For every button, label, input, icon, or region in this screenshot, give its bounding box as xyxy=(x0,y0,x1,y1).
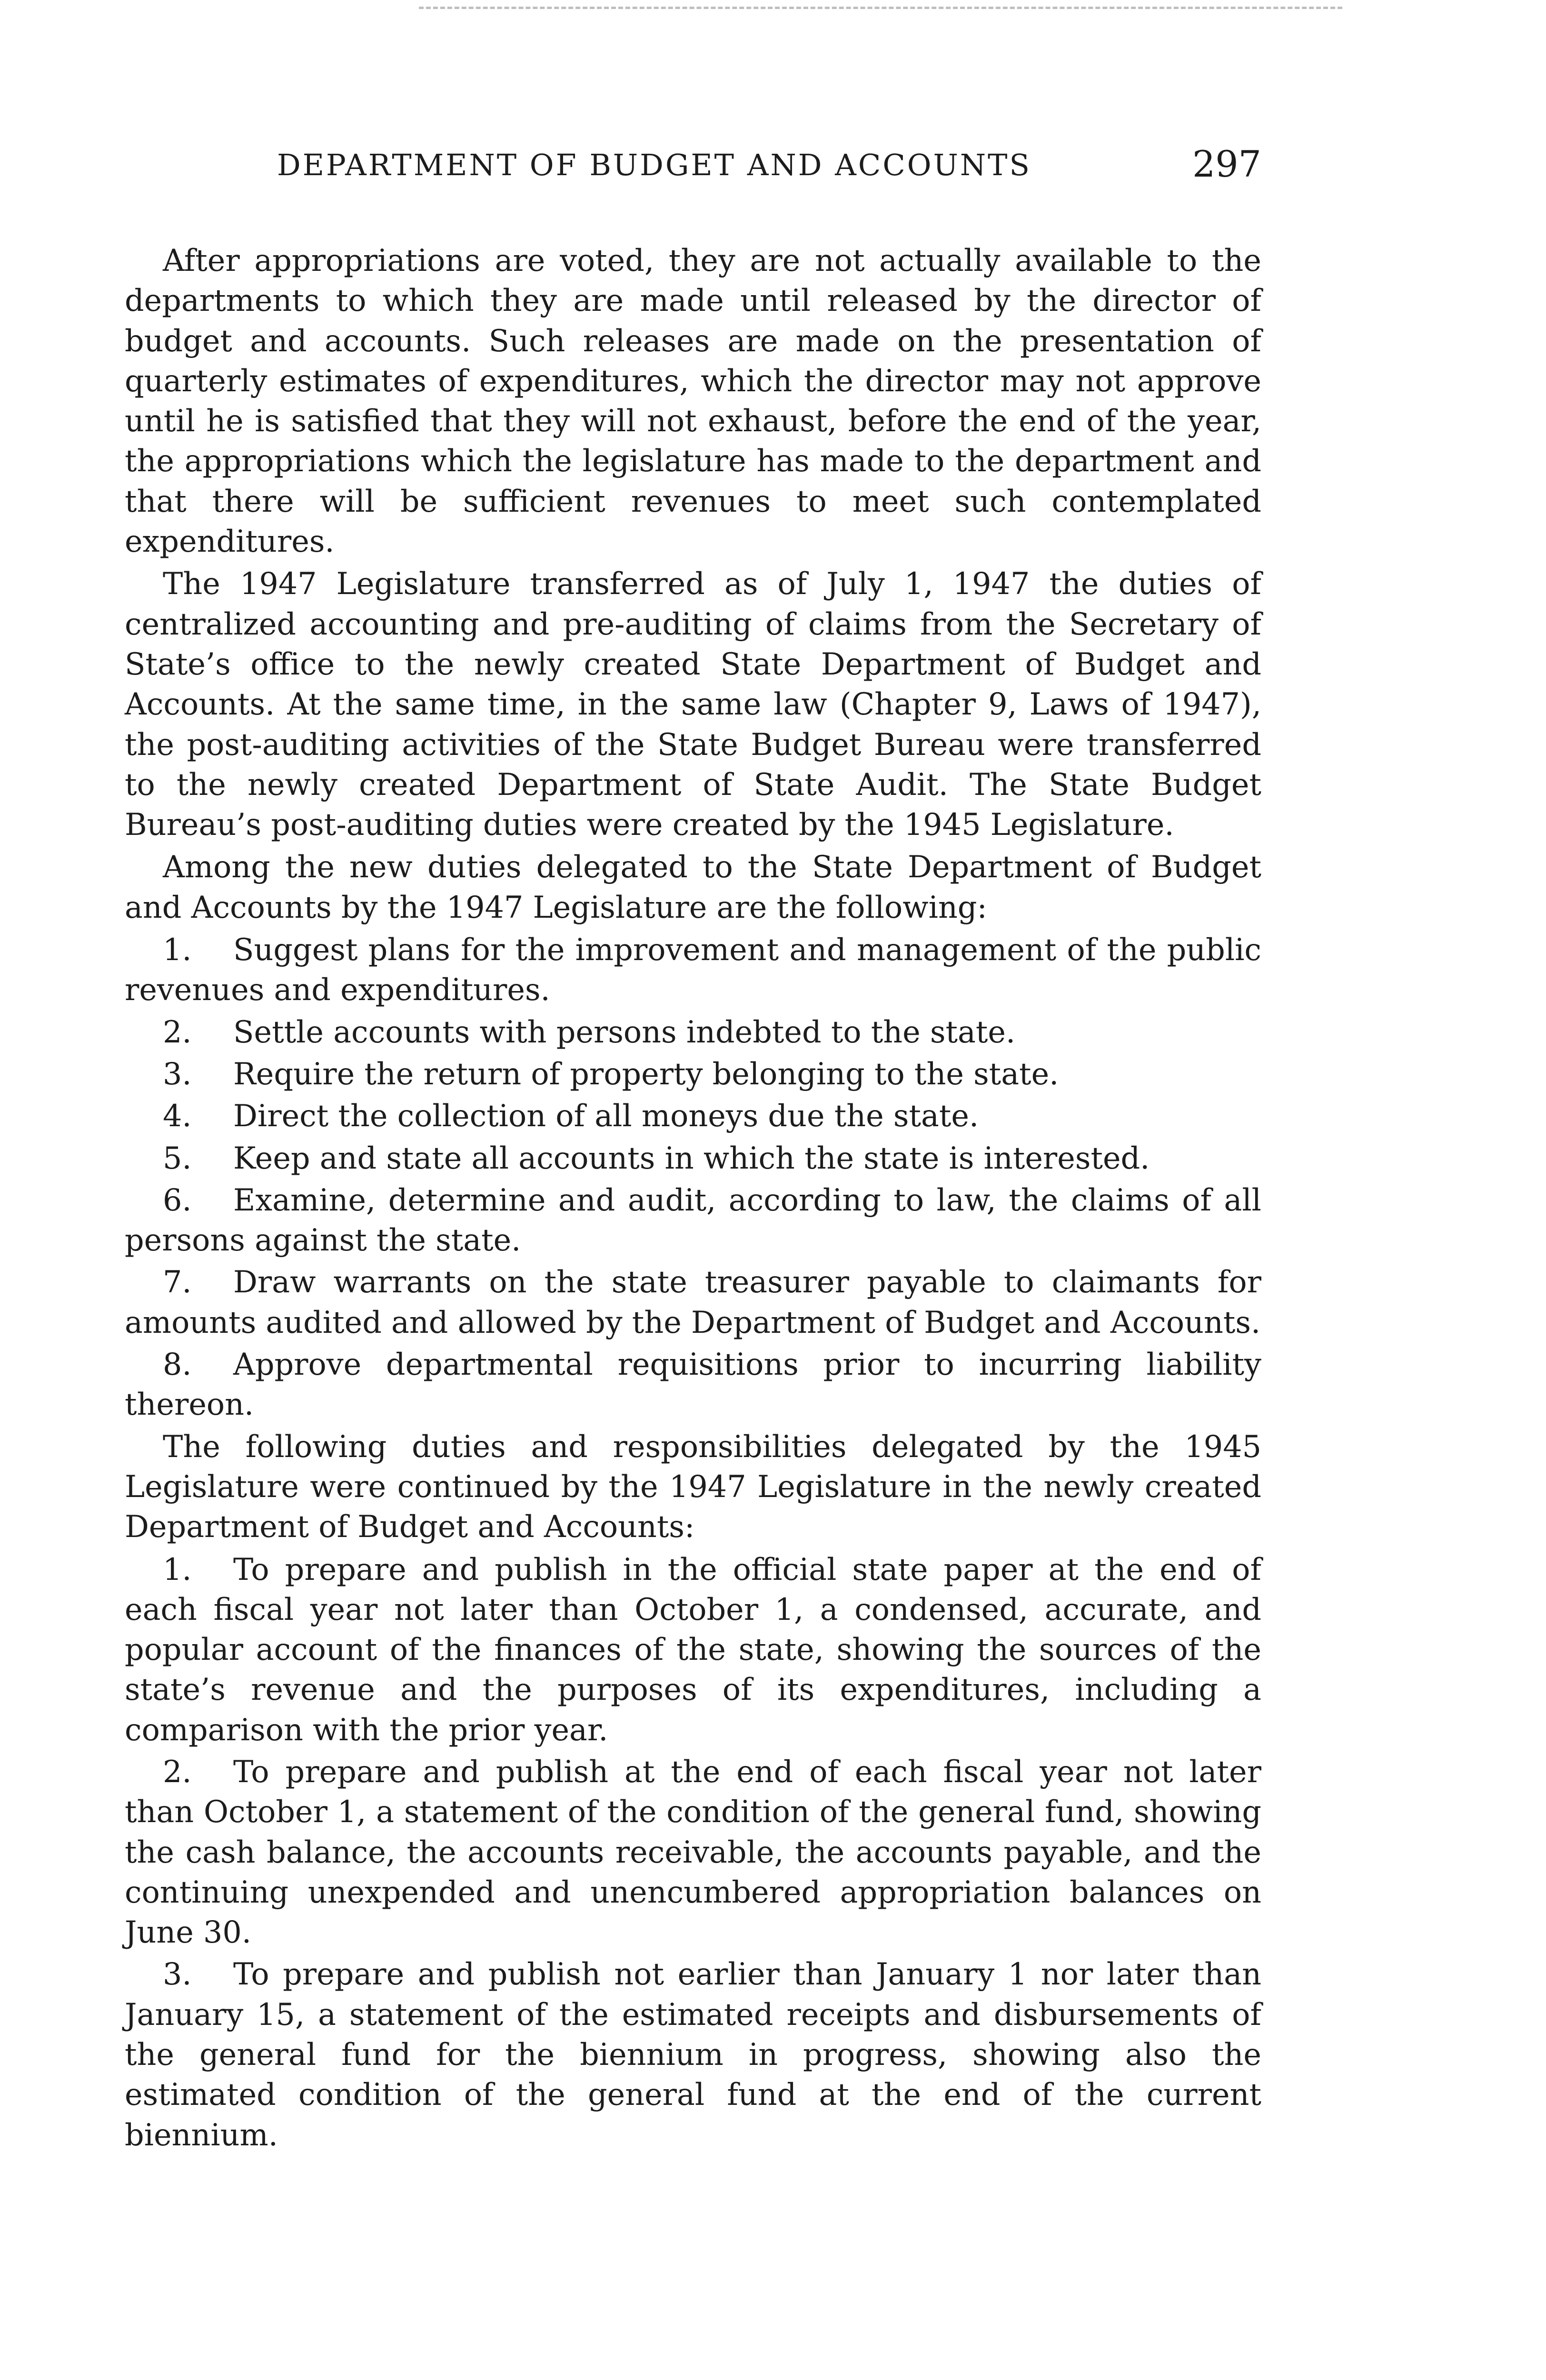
item-number: 8. xyxy=(163,1347,192,1382)
item-text: To prepare and publish not earlier than January 1 nor later than January 15, a statement of the estimated receipts and disbursements of the general fund for the biennium in progress, showing also the estimated condition of the general fund at the end of the current biennium. xyxy=(125,1956,1261,2152)
continued-duty-item xyxy=(125,1549,1261,1750)
item-number: 2. xyxy=(163,1754,192,1789)
item-text: Examine, determine and audit, according to law, the claims of all persons against the state. xyxy=(125,1182,1261,1258)
item-number: 3. xyxy=(163,1056,192,1091)
item-text: Draw warrants on the state treasurer payable to claimants for amounts audited and allowed by the Department of Budget and Accounts. xyxy=(125,1264,1261,1340)
new-duties-list xyxy=(125,930,1261,1425)
new-duty-item xyxy=(125,1096,1261,1136)
item-text: Approve departmental requisitions prior to incurring liability thereon. xyxy=(125,1347,1261,1422)
item-number: 3. xyxy=(163,1956,192,1992)
item-text: To prepare and publish at the end of each fiscal year not later than October 1, a statement of the condition of the general fund, showing the cash balance, the accounts receivable, the accounts payable, and the continuing unexpended and unencumbered appropriation balances on June 30. xyxy=(125,1754,1261,1950)
item-number: 1. xyxy=(163,932,192,968)
item-text: To prepare and publish in the official state paper at the end of each fiscal year not later than October 1, a condensed, accurate, and popular account of the finances of the state, showing the sources of the state’s revenue and the purposes of its expenditures, including a comparison with the prior year. xyxy=(125,1551,1261,1747)
continued-duty-item xyxy=(125,1954,1261,2154)
paragraph-new-duties-intro: Among the new duties delegated to the State Department of Budget and Accounts by the 1947 Legislature are the following: xyxy=(125,849,1261,925)
item-number: 4. xyxy=(163,1098,192,1134)
item-number: 2. xyxy=(163,1014,192,1050)
item-text: Suggest plans for the improvement and management of the public revenues and expenditures. xyxy=(125,932,1261,1008)
item-number: 1. xyxy=(163,1551,192,1587)
item-text: Keep and state all accounts in which the state is interested. xyxy=(233,1140,1150,1176)
body-text xyxy=(125,240,1261,2157)
paragraph-appropriations: After appropriations are voted, they are not actually available to the departments to which they are made until released by the director of budget and accounts. Such releases are made on the presentation of quarterly estimates of expenditures, which the director may not approve until he is satisfied that they will not exhaust, before the end of the year, the appropriations which the legislature has made to the department and that there will be sufficient revenues to meet such contemplated expenditures. xyxy=(125,243,1261,559)
paragraph-transfer-1947: The 1947 Legislature transferred as of July 1, 1947 the duties of centralized accounting and pre-auditing of claims from the Secretary of State’s office to the newly created State Department of Budget and Accounts. At the same time, in the same law (Chapter 9, Laws of 1947), the post-auditing activities of the State Budget Bureau were transferred to the newly created Department of State Audit. The State Budget Bureau’s post-auditing duties were created by the 1945 Legislature. xyxy=(125,566,1261,843)
item-text: Direct the collection of all moneys due the state. xyxy=(233,1098,979,1134)
running-title: DEPARTMENT OF BUDGET AND ACCOUNTS xyxy=(277,148,1031,182)
item-text: Require the return of property belonging to the state. xyxy=(233,1056,1059,1091)
item-number: 5. xyxy=(163,1140,192,1176)
item-number: 7. xyxy=(163,1264,192,1300)
new-duty-item xyxy=(125,1344,1261,1425)
new-duty-item xyxy=(125,1054,1261,1094)
new-duty-item xyxy=(125,1262,1261,1342)
top-edge-rule xyxy=(419,7,1342,9)
page-number: 297 xyxy=(1192,143,1261,185)
running-head xyxy=(124,143,1266,190)
new-duty-item xyxy=(125,1012,1261,1052)
continued-duties-list xyxy=(125,1549,1261,2155)
continued-duty-item xyxy=(125,1752,1261,1952)
item-text: Settle accounts with persons indebted to the state. xyxy=(233,1014,1016,1050)
new-duty-item xyxy=(125,1138,1261,1178)
new-duty-item xyxy=(125,930,1261,1010)
item-number: 6. xyxy=(163,1182,192,1218)
paragraph-continued-duties-intro: The following duties and responsibilities delegated by the 1945 Legislature were continued by the 1947 Legislature in the newly created Department of Budget and Accounts: xyxy=(125,1428,1261,1545)
new-duty-item xyxy=(125,1180,1261,1260)
